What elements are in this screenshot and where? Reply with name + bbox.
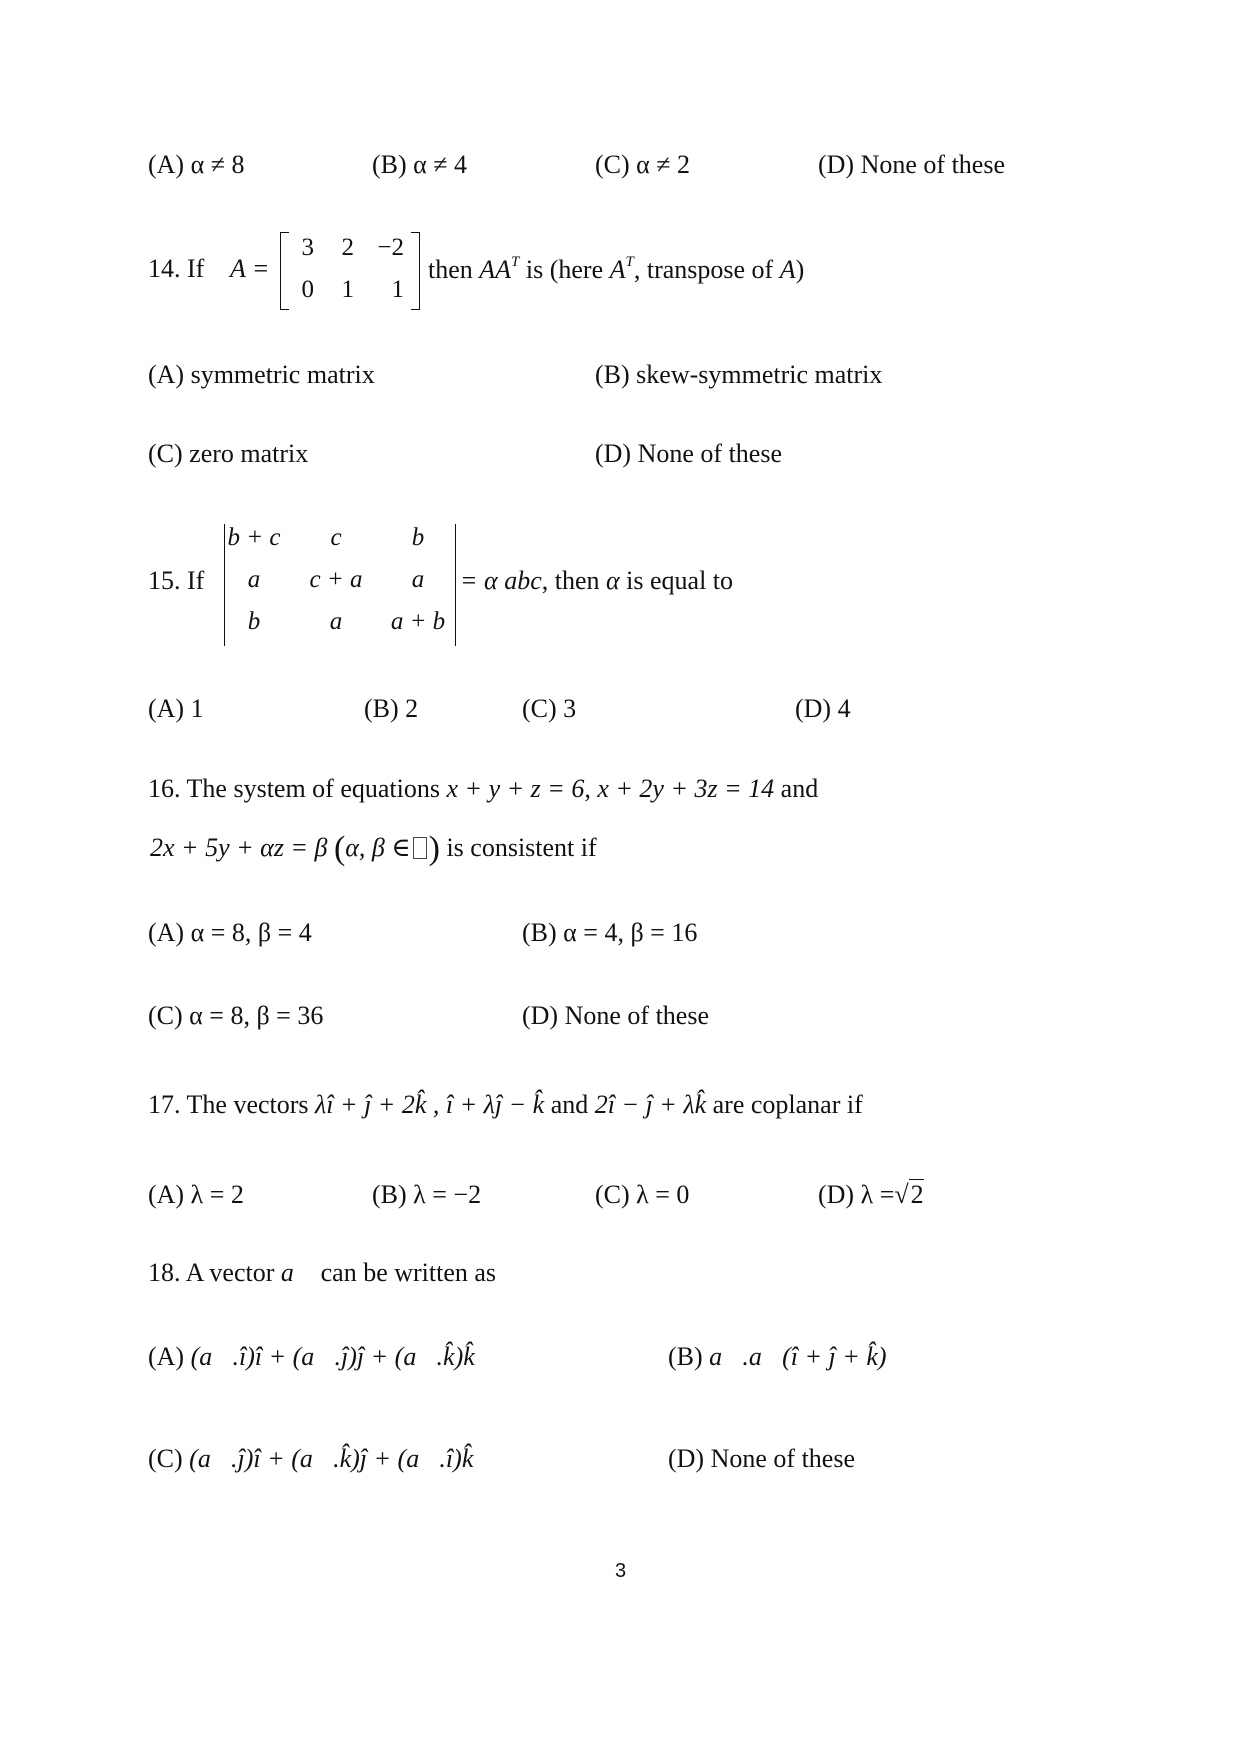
det-cell: a [411, 566, 425, 593]
q17-option-b: (B) λ = −2 [372, 1180, 482, 1209]
q17-option-d [818, 1180, 924, 1210]
q17-option-d-label: (D) λ = [818, 1180, 895, 1209]
q15-tail: is equal to [626, 566, 734, 595]
q14-option-b: (B) skew-symmetric matrix [595, 360, 883, 389]
q14-option-c: (C) zero matrix [148, 439, 309, 468]
q16-paren-close: ) [428, 830, 440, 867]
q18-option-b [668, 1342, 887, 1372]
q16-option-a: (A) α = 8, β = 4 [148, 918, 312, 947]
q14-number: 14. If [148, 254, 205, 283]
q14-then: then [428, 255, 473, 284]
det-cell: b [411, 524, 425, 551]
q18-statement [148, 1258, 496, 1288]
q18-tail: can be written as [320, 1258, 497, 1287]
q13-option-b: (B) α ≠ 4 [372, 150, 468, 179]
q18-option-d: (D) None of these [668, 1444, 855, 1473]
q16-eq2: 2x + 5y + αz = β [150, 833, 328, 862]
matrix-cell: 3 [301, 234, 314, 261]
q15-option-b: (B) 2 [364, 694, 419, 723]
q14-rest-e: ) [795, 255, 805, 284]
q15-number: 15. If [148, 566, 205, 595]
set-symbol-icon [413, 837, 427, 859]
det-cell: b + c [227, 524, 281, 551]
q14-rest-d: A [779, 255, 796, 284]
q13-option-c: (C) α ≠ 2 [595, 150, 691, 179]
det-cell: b [247, 608, 261, 635]
q15-option-c: (C) 3 [522, 694, 577, 723]
q16-eq1: x + y + z = 6, x + 2y + 3z = 14 [446, 774, 775, 803]
matrix-right-bracket [411, 232, 420, 310]
q15-statement [460, 566, 733, 596]
q15-rhs: = α abc [460, 566, 542, 595]
q14-rest-sup: T [625, 254, 634, 270]
q17-v2: 2î − ĵ + λk̂ [594, 1090, 707, 1119]
q17-option-a: (A) λ = 2 [148, 1180, 244, 1209]
q18-option-a-expr: (a⃗.î)î + (a⃗.ĵ)ĵ + (a⃗.k̂)k̂ [190, 1342, 475, 1371]
matrix-cell: −2 [377, 234, 404, 261]
q16-line-1 [148, 774, 818, 804]
q17-option-c: (C) λ = 0 [595, 1180, 690, 1209]
q14-expr-sup: T [511, 254, 520, 270]
q17-tail: are coplanar if [712, 1090, 863, 1119]
q16-and: and [780, 774, 819, 803]
q15-option-d: (D) 4 [795, 694, 851, 723]
q18-option-a-label: (A) [148, 1342, 185, 1371]
q16-option-c: (C) α = 8, β = 36 [148, 1001, 324, 1030]
page-number: 3 [614, 1560, 627, 1582]
matrix-cell: 1 [341, 276, 354, 303]
q15-then: , then [541, 566, 600, 595]
q18-option-b-label: (B) [668, 1342, 703, 1371]
q14-rest-c: , transpose of [633, 255, 774, 284]
q15-determinant [224, 524, 456, 648]
q17-and: and [550, 1090, 589, 1119]
q18-option-c-expr: (a⃗.ĵ)î + (a⃗.k̂)ĵ + (a⃗.î)k̂ [189, 1444, 474, 1473]
q18-option-c [148, 1444, 473, 1474]
q17-number: 17. The vectors [148, 1090, 309, 1119]
q17-statement [148, 1090, 863, 1120]
q18-option-a [148, 1342, 475, 1372]
q18-option-c-label: (C) [148, 1444, 183, 1473]
q14-expr: AA [479, 255, 512, 284]
q16-paren-open: ( [333, 830, 346, 867]
matrix-cell: 1 [391, 276, 404, 303]
q13-option-a: (A) α ≠ 8 [148, 150, 245, 179]
matrix-cell: 2 [341, 234, 354, 261]
q16-tail: is consistent if [446, 833, 597, 862]
q14-rest-a: is (here [525, 255, 604, 284]
q14-matrix [280, 232, 420, 310]
q18-var: a⃗ [280, 1258, 315, 1287]
q14-option-d: (D) None of these [595, 439, 782, 468]
q13-option-d: (D) None of these [818, 150, 1005, 179]
q17-sqrt-value: 2 [910, 1180, 924, 1209]
q18-number: 18. A vector [148, 1258, 275, 1287]
det-cell: a + b [390, 608, 446, 635]
q16-number: 16. The system of equations [148, 774, 440, 803]
q16-option-b: (B) α = 4, β = 16 [522, 918, 698, 947]
det-cell: c [330, 524, 342, 551]
q14-statement [428, 254, 804, 285]
q15-option-a: (A) 1 [148, 694, 204, 723]
sqrt-icon: √ [894, 1180, 909, 1209]
q15-alpha: α [606, 566, 620, 595]
det-cell: c + a [309, 566, 363, 593]
q14-option-a: (A) symmetric matrix [148, 360, 375, 389]
q16-line-2 [150, 830, 597, 868]
q16-cond: α, β ∈ [345, 833, 411, 862]
q18-option-b-expr: a⃗.a⃗(î + ĵ + k̂) [709, 1342, 887, 1371]
det-cell: a [247, 566, 261, 593]
matrix-cell: 0 [301, 276, 314, 303]
q14-rest-b: A [609, 255, 626, 284]
q14-lhs: A = [230, 254, 270, 283]
det-cell: a [329, 608, 343, 635]
q17-v1: λî + ĵ + 2k̂ , î + λĵ − k̂ [315, 1090, 545, 1119]
q16-option-d: (D) None of these [522, 1001, 709, 1030]
